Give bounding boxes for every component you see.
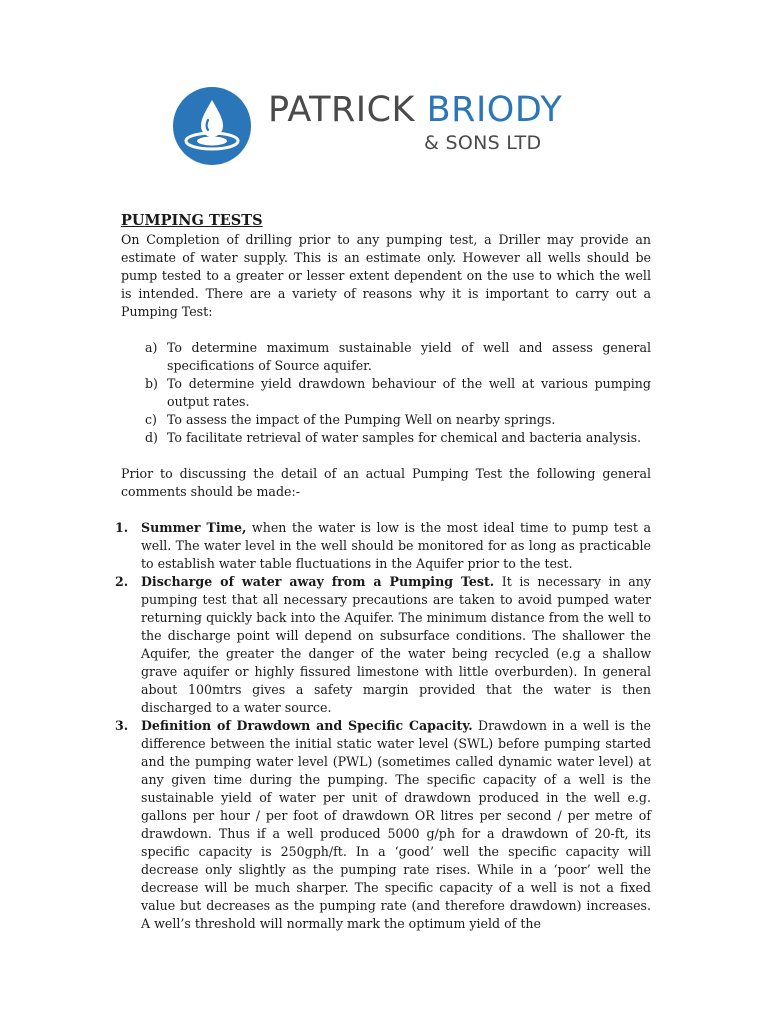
company-logo	[172, 86, 612, 168]
list-item-text: To determine yield drawdown behaviour of the well at various pumping output rates.	[167, 376, 651, 409]
company-suffix: & SONS LTD	[424, 132, 542, 154]
list-item-text: Drawdown in a well is the difference between the initial static water level (SWL) before pumping started and the pumping water level (PWL) (sometimes called dynamic water level) at any given time during the pumping. The specific capacity of a well is the sustainable yield of water per unit of drawdown produced in the well e.g. gallons per hour / per foot of drawdown OR litres per second / per metre of drawdown. Thus if a well produced 5000 g/ph for a drawdown of 20-ft, its specific capacity is 250gph/ft. In a ‘good’ well the specific capacity will decrease only slightly as the pumping rate rises. While in a ‘poor’ well the decrease will be much sharper. The specific capacity of a well is not a fixed value but decreases as the pumping rate (and therefore drawdown) increases. A well’s threshold will normally mark the optimum yield of the	[141, 718, 651, 931]
pre-comments-paragraph: Prior to discussing the detail of an actual Pumping Test the following general comments should be made:-	[121, 466, 651, 499]
list-marker: 3.	[115, 718, 129, 733]
list-marker: d)	[145, 430, 158, 445]
comments-list	[115, 519, 652, 933]
list-item	[115, 717, 651, 933]
list-item-text: when the water is low is the most ideal time to pump test a well. The water level in the well should be monitored for as long as practicable to establish water table fluctuations in the Aquifer prior to the test.	[141, 520, 652, 571]
list-marker: b)	[145, 376, 158, 391]
list-item-heading: Definition of Drawdown and Specific Capacity.	[141, 718, 473, 733]
company-name-part2: BRIODY	[426, 90, 563, 130]
reasons-list	[121, 339, 651, 447]
list-item-text: It is necessary in any pumping test that all necessary precautions are taken to avoid pumped water returning quickly back into the Aquifer. The minimum distance from the well to the discharge point will depend on subsurface conditions. The shallower the Aquifer, the greater the danger of the water being recycled (e.g a shallow grave aquifer or highly fissured limestone with little overburden). In general about 100mtrs gives a safety margin provided that the water is then discharged to a water source.	[141, 574, 651, 715]
company-name	[268, 90, 562, 130]
list-marker: 1.	[115, 520, 129, 535]
company-name-part1: PATRICK	[268, 90, 416, 130]
list-item	[145, 429, 651, 447]
list-item-text: To assess the impact of the Pumping Well on nearby springs.	[167, 412, 556, 427]
document-body	[115, 212, 652, 933]
document-title: PUMPING TESTS	[121, 212, 263, 229]
list-marker: c)	[145, 412, 157, 427]
intro-paragraph: On Completion of drilling prior to any pumping test, a Driller may provide an estimate of water supply. This is an estimate only. However all wells should be pump tested to a greater or lesser extent dependent on the use to which the well is intended. There are a variety of reasons why it is important to carry out a Pumping Test:	[121, 232, 651, 319]
list-item-heading: Discharge of water away from a Pumping Test.	[141, 574, 495, 589]
list-item	[145, 411, 651, 429]
water-drop-icon	[172, 86, 252, 166]
list-item	[115, 573, 651, 717]
list-item-heading: Summer Time,	[141, 520, 247, 535]
list-item	[115, 519, 652, 573]
list-marker: a)	[145, 340, 158, 355]
list-marker: 2.	[115, 574, 129, 589]
list-item	[145, 339, 651, 375]
list-item-text: To facilitate retrieval of water samples for chemical and bacteria analysis.	[167, 430, 642, 445]
list-item	[145, 375, 651, 411]
list-item-text: To determine maximum sustainable yield of well and assess general specifications of Source aquifer.	[167, 340, 651, 373]
